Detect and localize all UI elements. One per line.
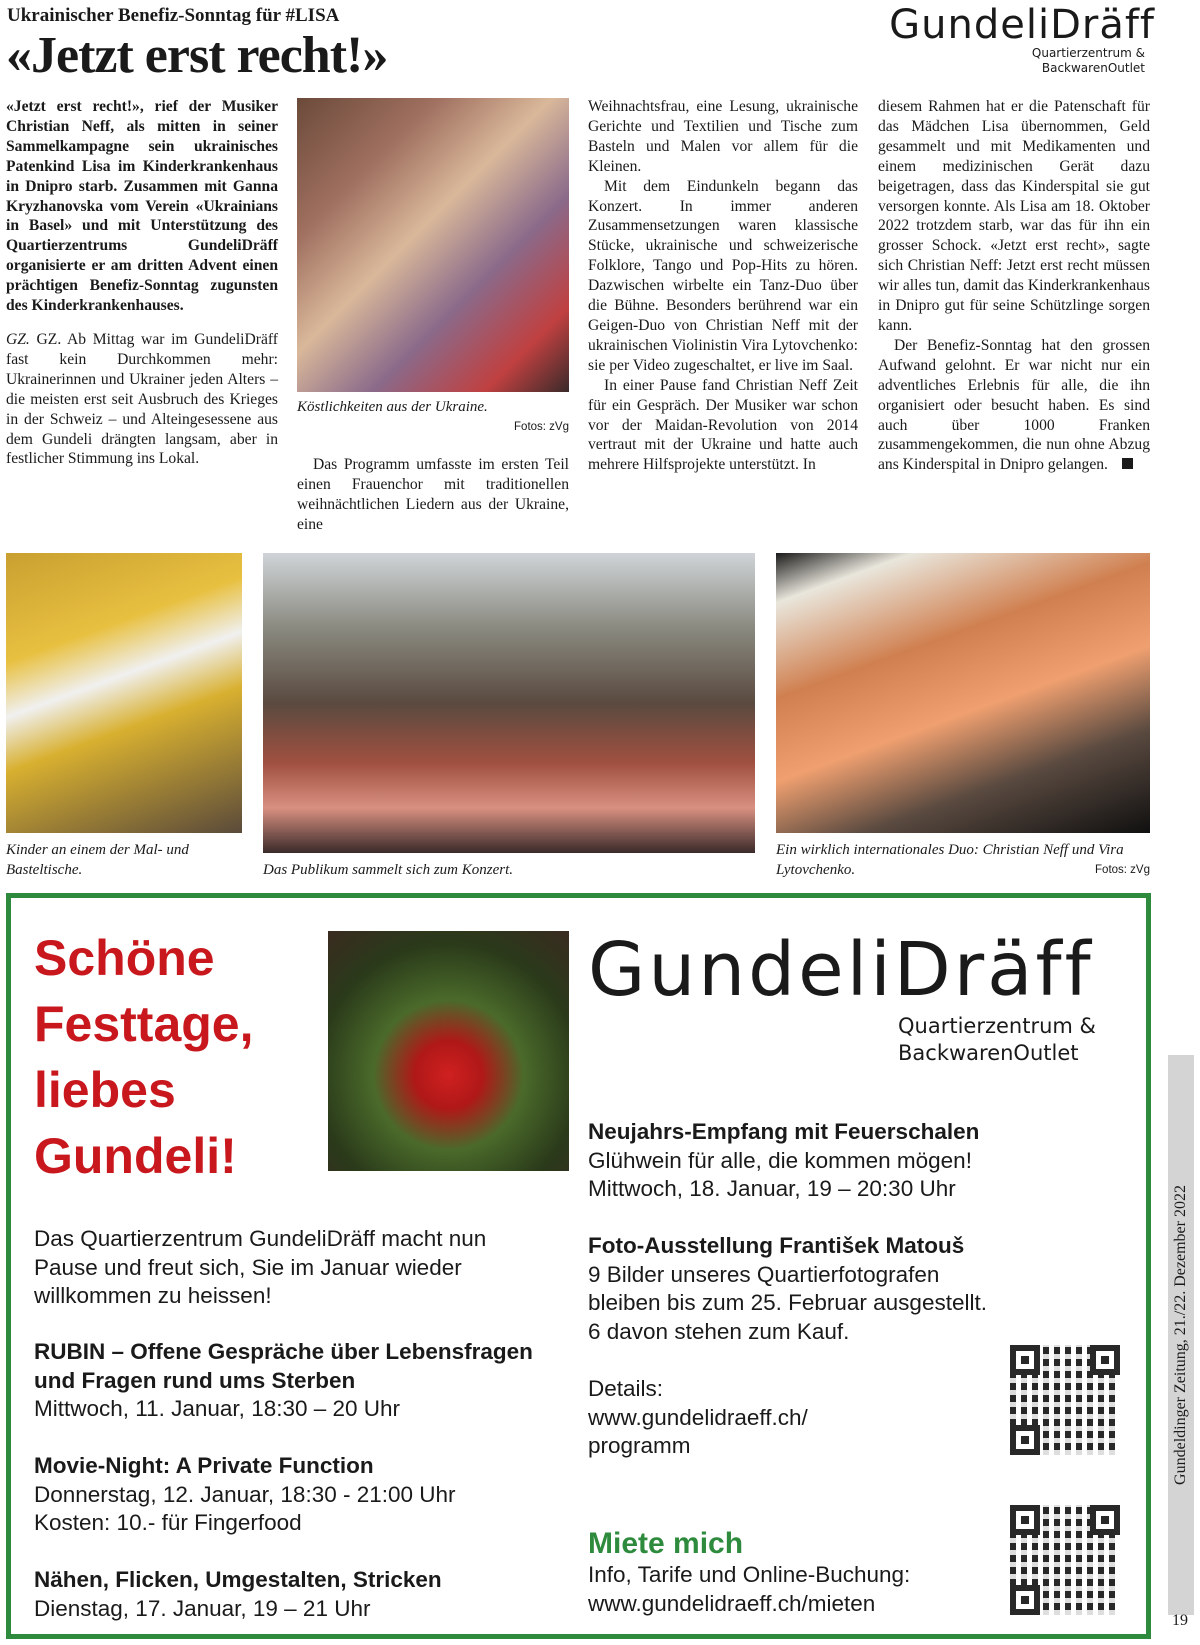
- qr-finder-icon: [1010, 1585, 1040, 1615]
- photo-credit-duo: Fotos: zVg: [1095, 864, 1150, 876]
- ad-greeting-line: Festtage,: [34, 996, 254, 1052]
- ad-logo-wordmark: GundeliDräff: [588, 927, 1094, 1013]
- event-title: Movie-Night: A Private Function: [34, 1453, 374, 1478]
- photo-violin-duo: [776, 553, 1150, 833]
- ad-event-movie-night: [34, 1452, 574, 1538]
- ad-event-photo-exhibition: [588, 1232, 1128, 1346]
- photo-advent-wreath: [328, 931, 569, 1171]
- ad-intro: Das Quartierzentrum GundeliDräff macht nun Pause und freut sich, Sie im Januar wieder willkommen zu heissen!: [34, 1226, 487, 1308]
- ad-logo: [588, 927, 1118, 1067]
- publication-line: Gundeldinger Zeitung, 21./22. Dezember 2022: [1172, 1185, 1189, 1485]
- qr-code-rent[interactable]: [1010, 1505, 1120, 1615]
- event-title: Neujahrs-Empfang mit Feuerschalen: [588, 1119, 980, 1144]
- event-date: Mittwoch, 18. Januar, 19 – 20:30 Uhr: [588, 1176, 956, 1201]
- event-cost: Kosten: 10.- für Fingerfood: [34, 1510, 302, 1535]
- page-number: 19: [1172, 1612, 1188, 1629]
- header-logo-line2: BackwarenOutlet: [1041, 61, 1145, 75]
- ad-details: [588, 1375, 988, 1461]
- article-paragraph: [878, 336, 1150, 475]
- event-date: Mittwoch, 11. Januar, 18:30 – 20 Uhr: [34, 1396, 401, 1421]
- rent-title: Miete mich: [588, 1527, 744, 1560]
- ad-event-sewing: [34, 1566, 574, 1623]
- event-description: Glühwein für alle, die kommen mögen!: [588, 1147, 972, 1173]
- qr-finder-icon: [1090, 1345, 1120, 1375]
- details-label: Details:: [588, 1376, 664, 1401]
- event-title: Foto-Ausstellung František Matouš: [588, 1233, 965, 1258]
- qr-finder-icon: [1010, 1345, 1040, 1375]
- event-title: Nähen, Flicken, Umgestalten, Stricken: [34, 1567, 442, 1592]
- details-url[interactable]: programm: [588, 1433, 691, 1458]
- header-logo: [855, 4, 1155, 76]
- ad-event-rubin: [34, 1338, 574, 1424]
- article-paragraph: Das Programm umfasste im ersten Teil einen Frauenchor mit traditionellen weihnächtlichen Liedern aus der Ukraine, eine: [297, 456, 569, 533]
- ad-logo-line1: Quartierzentrum &: [898, 1014, 1096, 1038]
- qr-finder-icon: [1090, 1505, 1120, 1535]
- qr-finder-icon: [1010, 1425, 1040, 1455]
- article-column-1: [6, 97, 278, 469]
- photo-caption-duo: Ein wirklich internationales Duo: Christian Neff und Vira Lytovchenko.: [776, 842, 1124, 878]
- article-paragraph-text: GZ. Ab Mittag war im GundeliDräff fast kein Durchkommen mehr: Ukrainerinnen und Ukrainer jeden Alters – die meisten erst seit Ausbruch des Krieges in der Schweiz – und Alteingesessene aus dem Gundeli drängten langsam, aber in festlicher Stimmung ins Lokal.: [6, 330, 278, 468]
- article-column-3: [588, 97, 858, 475]
- event-title: RUBIN – Offene Gespräche über Lebensfragen und Fragen rund ums Sterben: [34, 1339, 533, 1393]
- article-paragraph-text: Der Benefiz-Sonntag hat den grossen Aufwand gelohnt. Er war nicht nur ein adventliches Erlebnis für alle, die ihn organisiert oder besucht haben. Es sind auch über 1000 Franken zusammengekommen, die nun ohne Abzug ans Kinderspital in Dnipro gelangen.: [878, 336, 1150, 474]
- details-url[interactable]: www.gundelidraeff.ch/: [588, 1404, 808, 1430]
- event-description: 9 Bilder unseres Quartierfotografen: [588, 1261, 940, 1287]
- event-description: bleiben bis zum 25. Februar ausgestellt.: [588, 1290, 987, 1315]
- photo-audience: [263, 553, 755, 853]
- article-headline: «Jetzt erst recht!»: [6, 27, 388, 84]
- event-date: Donnerstag, 12. Januar, 18:30 - 21:00 Uhr: [34, 1481, 456, 1507]
- ad-greeting-line: Gundeli!: [34, 1128, 237, 1184]
- article-paragraph: GZ. GZ. Ab Mittag war im GundeliDräff fast kein Durchkommen mehr: Ukrainerinnen und Ukrainer jeden Alters – die meisten erst seit Ausbruch des Krieges in der Schweiz – und Alteingesessene aus dem Gundeli drängten langsam, aber in festlicher Stimmung ins Lokal.: [6, 330, 278, 468]
- article-column-4: [878, 97, 1150, 475]
- ad-greeting-line: Schöne: [34, 930, 215, 986]
- article-column-2: [297, 455, 569, 535]
- article-kicker: Ukrainischer Benefiz-Sonntag für #LISA: [7, 5, 340, 26]
- header-logo-line1: Quartierzentrum &: [1031, 46, 1145, 60]
- article-paragraph: In einer Pause fand Christian Neff Zeit für ein Gespräch. Der Musiker war schon vor der Maidan-Revolution von 2014 vertraut mit der Ukraine und hatte auch mehrere Hilfsprojekte unterstützt. In: [588, 376, 858, 474]
- header-logo-wordmark: GundeliDräff: [889, 2, 1155, 48]
- article-paragraph: diesem Rahmen hat er die Patenschaft für das Mädchen Lisa übernommen, Geld gesammelt und mit Medikamenten und einem medizinischen Gerät dazu beigetragen, dass das Kinderspital sie gut versorgen konnte. Als Lisa am 18. Oktober 2022 trotzdem starb, war das für ihn ein grosser Schock. «Jetzt erst recht», sagte sich Christian Neff: Jetzt erst recht müssen wir alles tun, damit das Kinderkrankenhaus in Dnipro gut für seine Schützlinge sorgen kann.: [878, 98, 1150, 334]
- rent-description: Info, Tarife und Online-Buchung:: [588, 1562, 911, 1587]
- end-of-article-mark: [1122, 458, 1133, 469]
- event-date: Dienstag, 17. Januar, 19 – 21 Uhr: [34, 1595, 371, 1621]
- ad-greeting-title: [34, 925, 314, 1189]
- event-description: 6 davon stehen zum Kauf.: [588, 1318, 850, 1344]
- qr-code-program[interactable]: [1010, 1345, 1120, 1455]
- article-lead: «Jetzt erst recht!», rief der Musiker Christian Neff, als mitten in seiner Sammelkampagne sein ukrainisches Patenkind Lisa im Kinderkrankenhaus in Dnipro starb. Zusammen mit Ganna Kryzhanovska vom Verein «Ukrainians in Basel» und mit Unterstützung des Quartierzentrums GundeliDräff organisierte er am dritten Advent einen prächtigen Benefiz-Sonntag zugunsten des Kinderkrankenhauses.: [6, 98, 278, 315]
- ad-logo-line2: BackwarenOutlet: [898, 1041, 1079, 1065]
- ad-greeting-line: liebes: [34, 1062, 176, 1118]
- qr-finder-icon: [1010, 1505, 1040, 1535]
- photo-caption-sweets: Köstlichkeiten aus der Ukraine.: [297, 399, 488, 415]
- article-paragraph: Mit dem Eindunkeln begann das Konzert. In immer anderen Zusammensetzungen waren klassische Stücke, ukrainische und schweizerische Folklore, Tango und Pop-Hits zu hören. Dazwischen wirbelte ein Tanz-Duo über die Bühne. Besonders berührend war ein Geigen-Duo von Christian Neff mit der ukrainischen Violinistin Vira Lytovchenko: sie per Video zugeschaltet, er live im Saal.: [588, 177, 858, 374]
- article-paragraph: Weihnachtsfrau, eine Lesung, ukrainische Gerichte und Textilien und Tische zum Basteln und Malen vor allem für die Kleinen.: [588, 98, 858, 175]
- rent-url[interactable]: www.gundelidraeff.ch/mieten: [588, 1590, 876, 1616]
- photo-credit-sweets: Fotos: zVg: [514, 421, 569, 433]
- photo-caption-kids: Kinder an einem der Mal- und Basteltische.: [6, 842, 189, 878]
- ad-rent: [588, 1527, 1008, 1618]
- ad-event-new-year: [588, 1118, 1128, 1204]
- photo-caption-audience: Das Publikum sammelt sich zum Konzert.: [263, 862, 513, 878]
- photo-kids-crafting: [6, 553, 242, 833]
- photo-ukrainian-sweets: [297, 98, 569, 392]
